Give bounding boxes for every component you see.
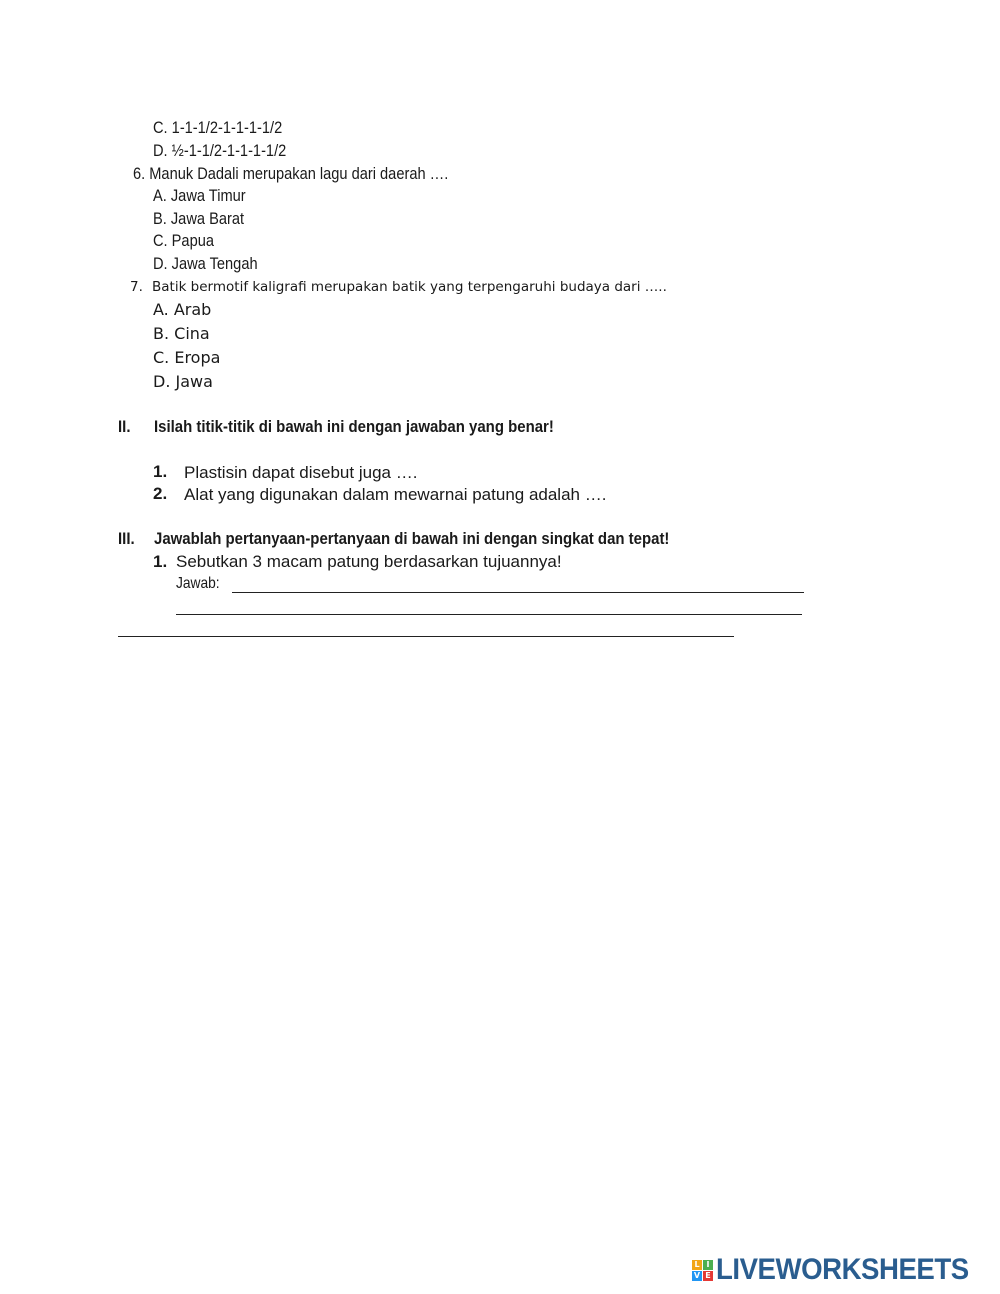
section3-item1-number: 1. [153,552,168,571]
answer-label: Jawab: [176,575,220,592]
section2-item2-text: Alat yang digunakan dalam mewarnai patung adalah …. [184,485,607,504]
logo-block-v: V [693,1270,701,1280]
logo-block-i: I [703,1260,713,1270]
section2-heading: Isilah titik-titik di bawah ini dengan jawaban yang benar! [154,417,554,436]
section2-numeral: II. [118,417,131,436]
q7-option-b: B. Cina [153,324,210,343]
section3-numeral: III. [118,529,135,548]
logo-block-l: L [692,1260,702,1270]
answer-line-2[interactable] [176,614,802,615]
section3-item1-text: Sebutkan 3 macam patung berdasarkan tujuannya! [176,552,562,571]
answer-line-3[interactable] [118,636,734,637]
section3-heading: Jawablah pertanyaan-pertanyaan di bawah ini dengan singkat dan tepat! [154,529,670,548]
q5-option-d: D. ½-1-1/2-1-1-1-1/2 [153,141,287,160]
section2-item1-text: Plastisin dapat disebut juga …. [184,463,418,482]
q6-option-c: C. Papua [153,231,214,250]
q6-option-a: A. Jawa Timur [153,186,246,205]
answer-line-1[interactable] [232,592,804,593]
q6-option-d: D. Jawa Tengah [153,254,258,273]
liveworksheets-logo [692,1253,991,1287]
q5-option-c: C. 1-1-1/2-1-1-1-1/2 [153,118,283,137]
q7-question: Batik bermotif kaligrafi merupakan batik yang terpengaruhi budaya dari ….. [152,279,667,295]
logo-block-e: E [703,1271,713,1281]
q6-question: 6. Manuk Dadali merupakan lagu dari daerah …. [133,164,449,183]
section2-item1-number: 1. [153,462,168,481]
section2-item2-number: 2. [153,484,168,503]
q7-option-d: D. Jawa [153,372,213,391]
q6-option-b: B. Jawa Barat [153,209,245,228]
logo-text: LIVEWORKSHEETS [716,1253,969,1286]
q7-option-c: C. Eropa [153,348,221,367]
logo-blocks-icon [692,1260,713,1281]
q7-option-a: A. Arab [153,300,212,319]
q7-number: 7. [130,279,143,295]
